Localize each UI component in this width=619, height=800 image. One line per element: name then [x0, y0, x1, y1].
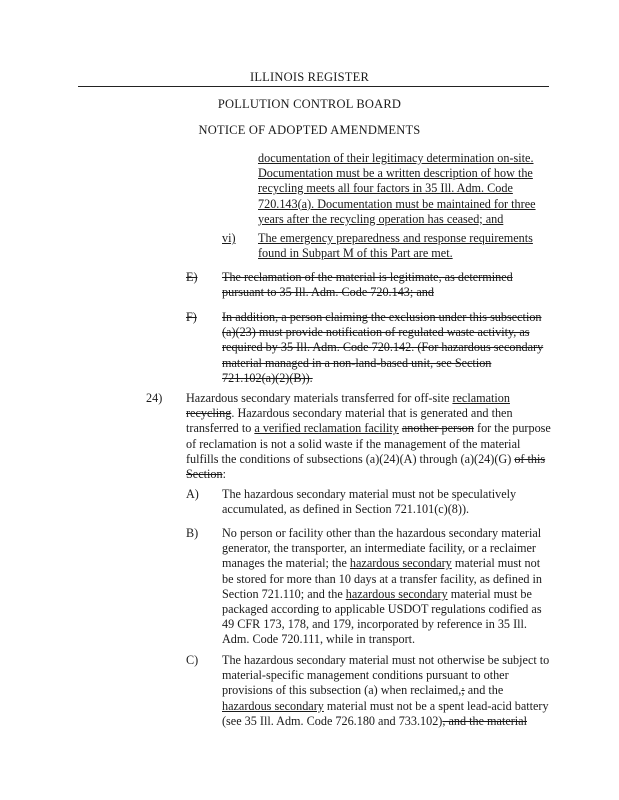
- text-line: (a)(23) must provide notification of regulated waste activity, as: [222, 325, 530, 340]
- text-line: In addition, a person claiming the exclusion under this subsection: [222, 310, 542, 324]
- text-line: 49 CFR 173, 178, and 179, incorporated by reference in 35 Ill.: [222, 617, 527, 632]
- item-B-label: B): [186, 526, 199, 540]
- item-vi-label: vi): [222, 231, 236, 245]
- text-line: of reclamation is not a solid waste if the management of the material: [186, 436, 521, 451]
- item-24-text: [186, 391, 551, 482]
- added-text: a verified reclamation facility: [254, 421, 399, 436]
- text-line: required by 35 Ill. Adm. Code 720.142. (For hazardous secondary: [222, 340, 544, 355]
- text-line: packaged according to applicable USDOT regulations codified as: [222, 602, 542, 617]
- deleted-text: of this: [514, 451, 546, 466]
- text-line: be stored for more than 10 days at a transfer facility, as defined in: [222, 571, 543, 586]
- deleted-text: Section: [186, 467, 223, 482]
- deleted-text: another person: [401, 421, 474, 436]
- added-text: reclamation: [452, 391, 510, 405]
- added-text: hazardous secondary: [222, 698, 324, 713]
- text-line: manages the material; the hazardous secondary material must not: [222, 556, 541, 571]
- text-line: material managed in a non-land-based unit, see Section: [222, 355, 492, 370]
- text-line: material-specific management conditions pursuant to other: [222, 668, 509, 683]
- added-text: hazardous secondary: [345, 586, 448, 601]
- text-line: Section 721.110; and the hazardous secondary material must be: [222, 586, 532, 601]
- item-vi-text: [258, 231, 533, 261]
- header-rule: [78, 86, 549, 87]
- item-A-text: [222, 487, 516, 517]
- item-24-label: 24): [146, 391, 163, 405]
- text-line: fulfills the conditions of subsections (a)(24)(A) through (a)(24)(G) of this: [186, 451, 546, 466]
- text-line: Adm. Code 720.111, while in transport.: [222, 632, 416, 647]
- deleted-text: , and the material: [442, 713, 527, 728]
- text-line: provisions of this subsection (a) when reclaimed,; and the: [222, 683, 504, 698]
- text-line: No person or facility other than the hazardous secondary material: [222, 526, 542, 540]
- item-C-label: C): [186, 653, 199, 667]
- item-F-text: [222, 310, 543, 386]
- text-line: hazardous secondary material must not be a spent lead-acid battery: [222, 698, 549, 713]
- item-E-label: E): [186, 270, 198, 284]
- item-A-label: A): [186, 487, 199, 501]
- text-line: The emergency preparedness and response requirements: [258, 231, 533, 245]
- text-line: recycling meets all four factors in 35 Ill. Adm. Code: [258, 181, 513, 196]
- deleted-text: recycling: [186, 406, 232, 421]
- register-title: ILLINOIS REGISTER: [249, 70, 369, 84]
- text-line: (see 35 Ill. Adm. Code 726.180 and 733.102), and the material: [222, 713, 527, 728]
- item-F-label: F): [186, 310, 197, 324]
- text-line: Hazardous secondary materials transferred for off-site reclamation: [186, 391, 510, 405]
- deleted-text: ;: [461, 683, 465, 698]
- text-line: generator, the transporter, an intermediate facility, or a reclaimer: [222, 541, 536, 556]
- text-line: documentation of their legitimacy determination on-site.: [258, 151, 534, 165]
- text-line: years after the recycling operation has ceased; and: [258, 211, 504, 226]
- text-line: accumulated, as defined in Section 721.101(c)(8)).: [222, 502, 470, 517]
- item-B-text: [222, 526, 542, 648]
- added-text: hazardous secondary: [349, 556, 452, 571]
- text-line: Documentation must be a written description of how the: [258, 166, 533, 181]
- text-line: found in Subpart M of this Part are met.: [258, 246, 453, 261]
- text-line: Section:: [186, 467, 226, 482]
- continuation-paragraph: [258, 151, 536, 227]
- text-line: recycling. Hazardous secondary material that is generated and then: [186, 406, 513, 421]
- item-E-text: [222, 270, 513, 300]
- item-C-text: [222, 653, 549, 729]
- text-line: 721.102(a)(2)(B)).: [222, 370, 313, 385]
- text-line: The hazardous secondary material must not be speculatively: [222, 487, 517, 501]
- text-line: The reclamation of the material is legitimate, as determined: [222, 270, 513, 284]
- text-line: The hazardous secondary material must not otherwise be subject to: [222, 653, 550, 667]
- board-title: POLLUTION CONTROL BOARD: [217, 97, 402, 111]
- text-line: transferred to a verified reclamation facility another person for the purpose: [186, 421, 551, 436]
- notice-title: NOTICE OF ADOPTED AMENDMENTS: [198, 123, 421, 137]
- text-line: pursuant to 35 Ill. Adm. Code 720.143; and: [222, 285, 434, 300]
- text-line: 720.143(a). Documentation must be maintained for three: [258, 196, 536, 211]
